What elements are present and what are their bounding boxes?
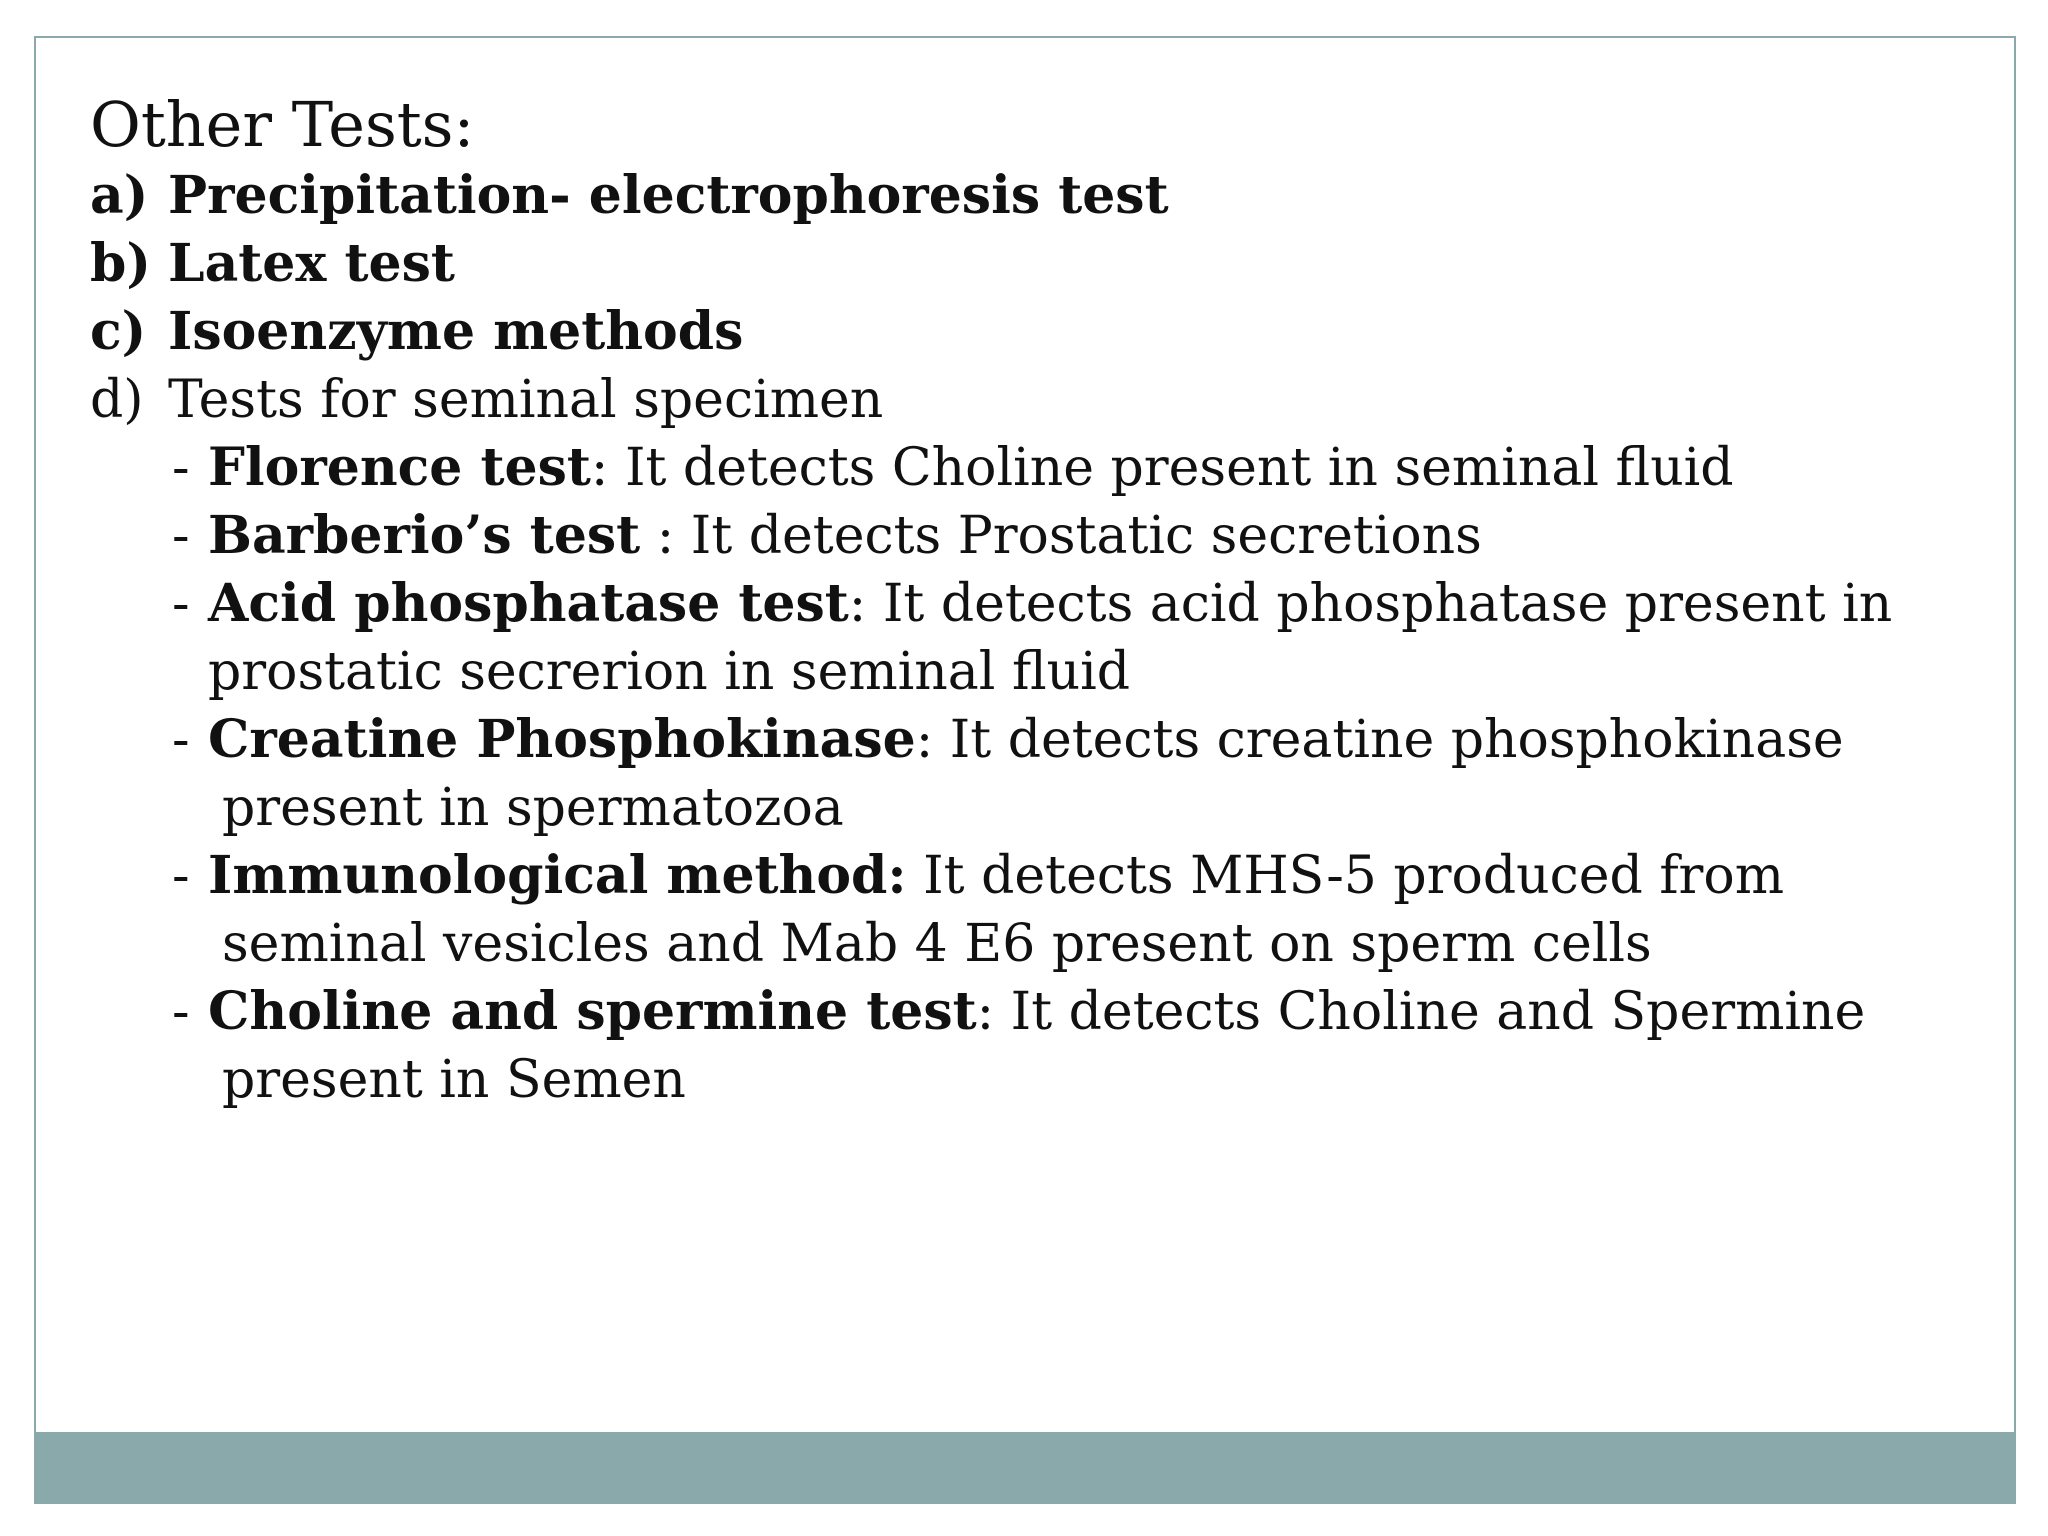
sub-item-continuation: prostatic secrerion in seminal fluid — [208, 642, 1131, 702]
sub-item-florence-test — [90, 434, 1970, 502]
sub-item-name: Acid phosphatase test — [208, 573, 849, 634]
footer-bar — [36, 1432, 2014, 1502]
list-item-text: Isoenzyme methods — [168, 301, 744, 362]
list-marker: b) — [90, 233, 151, 294]
sub-item-name: Choline and spermine test — [208, 981, 977, 1042]
sub-item-name: Florence test — [208, 437, 591, 498]
slide — [34, 36, 2016, 1504]
sub-item-continuation: present in spermatozoa — [222, 778, 844, 838]
sub-item-dash: - — [172, 506, 190, 566]
sub-item-immunological-method — [90, 842, 1970, 978]
sub-item-dash: - — [172, 438, 190, 498]
sub-item-dash: - — [172, 846, 190, 906]
sub-item-continuation: present in Semen — [222, 1050, 686, 1110]
sub-item-desc: : It detects acid phosphatase present in — [848, 574, 1893, 634]
list-item-d — [90, 366, 1970, 434]
slide-title: Other Tests: — [90, 88, 475, 161]
sub-item-desc: : It detects Choline present in seminal fluid — [590, 438, 1734, 498]
sub-item-barberio-test — [90, 502, 1970, 570]
sub-item-dash: - — [172, 982, 190, 1042]
sub-item-desc: : It detects creatine phosphokinase — [915, 710, 1844, 770]
list-item-a — [90, 162, 1970, 230]
list-item-text: Latex test — [168, 233, 455, 294]
sub-item-desc: : It detects Prostatic secretions — [640, 506, 1482, 566]
sub-item-name: Barberio’s test — [208, 505, 641, 566]
sub-item-desc: It detects MHS-5 produced from — [906, 846, 1785, 906]
sub-item-dash: - — [172, 574, 190, 634]
sub-item-creatine-phosphokinase — [90, 706, 1970, 842]
sub-item-name: Creatine Phosphokinase — [208, 709, 916, 770]
sub-item-dash: - — [172, 710, 190, 770]
slide-content — [90, 88, 1970, 1114]
list-item-c — [90, 298, 1970, 366]
list-item-text: Tests for seminal specimen — [168, 370, 884, 430]
sub-item-acid-phosphatase-test — [90, 570, 1970, 706]
sub-item-name: Immunological method: — [208, 845, 907, 906]
list-marker: a) — [90, 165, 149, 226]
list-item-text: Precipitation- electrophoresis test — [168, 165, 1169, 226]
sub-item-choline-spermine-test — [90, 978, 1970, 1114]
list-item-b — [90, 230, 1970, 298]
sub-item-continuation: seminal vesicles and Mab 4 E6 present on sperm cells — [222, 914, 1652, 974]
list-marker: c) — [90, 301, 147, 362]
list-marker: d) — [90, 370, 144, 430]
sub-item-desc: : It detects Choline and Spermine — [976, 982, 1866, 1042]
